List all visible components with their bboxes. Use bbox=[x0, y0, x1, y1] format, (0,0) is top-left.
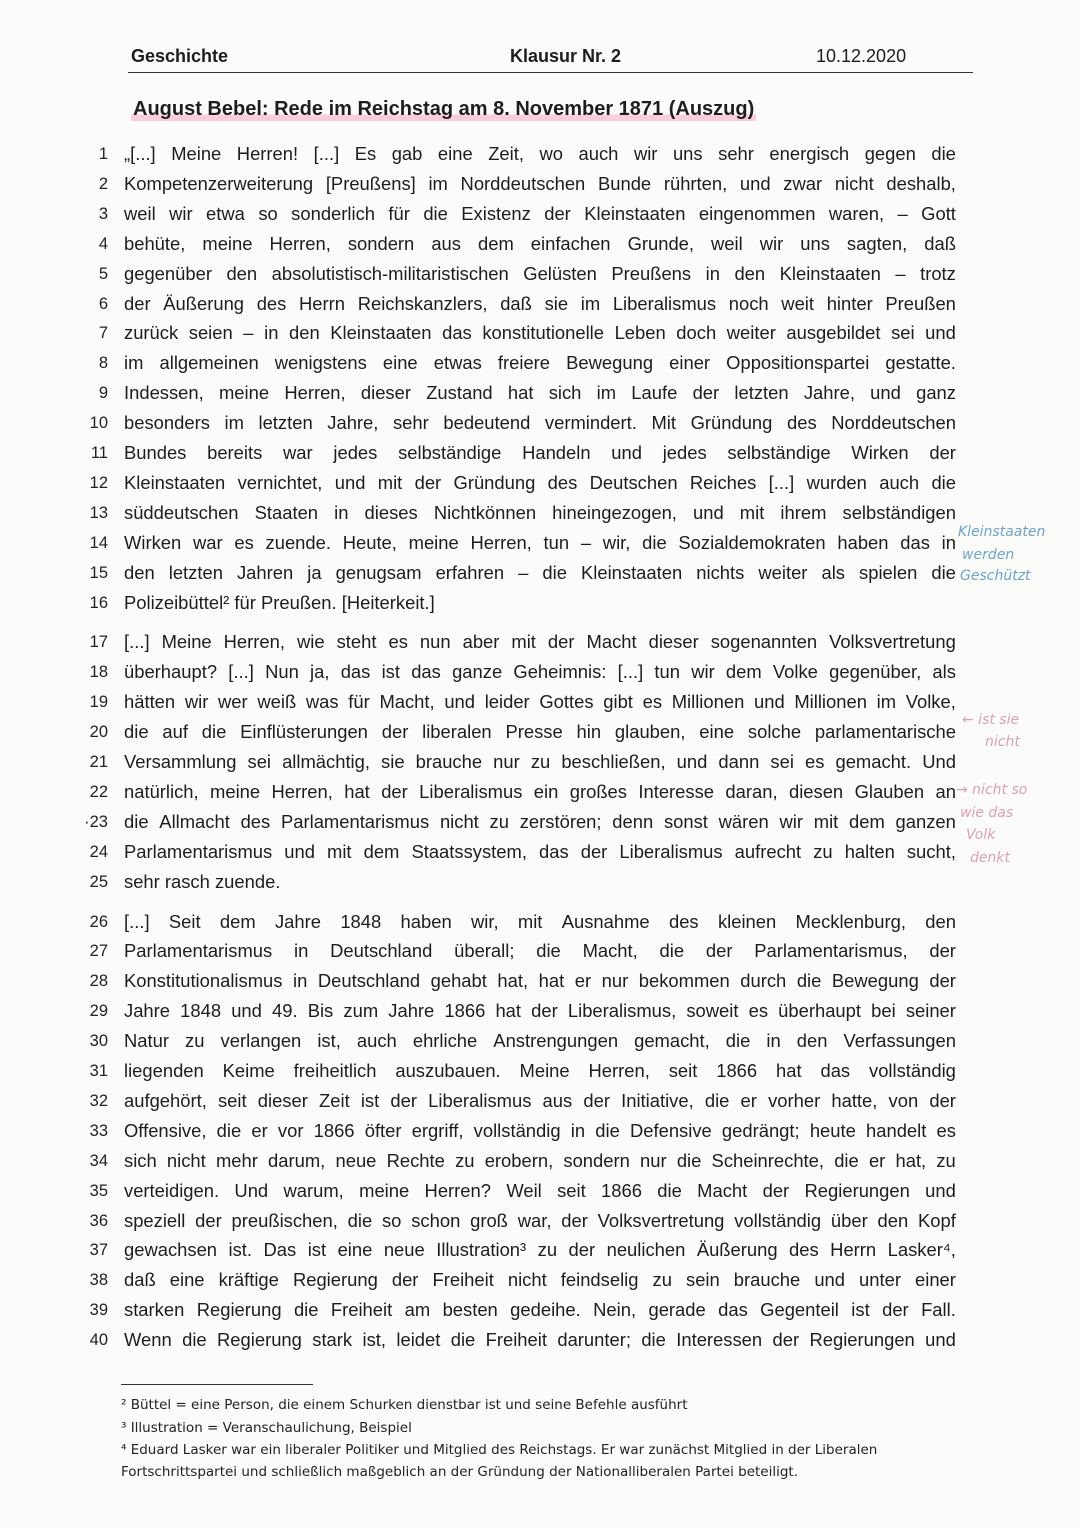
line-number: 1 bbox=[98, 145, 108, 163]
line-text: Polizeibüttel² für Preußen. [Heiterkeit.] bbox=[124, 591, 435, 613]
text-line bbox=[0, 1206, 1080, 1236]
line-number: 9 bbox=[98, 384, 108, 403]
line-number: 4 bbox=[98, 234, 108, 253]
line-number: 3 bbox=[98, 204, 108, 223]
exam-header bbox=[128, 42, 973, 73]
margin-note: wie das bbox=[960, 805, 1014, 821]
line-text: den letzten Jahren ja genugsam erfahren – die Kleinstaaten nichts weiter als spielen die bbox=[124, 561, 956, 583]
footnote: ² Büttel = eine Person, die einem Schurken dienstbar ist und seine Befehle ausführt bbox=[121, 1397, 688, 1413]
footnote: ⁴ Eduard Lasker war ein liberaler Politiker und Mitglied des Reichstags. Er war zunächst Mitglied in der Liberalen bbox=[121, 1442, 878, 1458]
line-number: 10 bbox=[89, 414, 108, 433]
text-line bbox=[0, 408, 1080, 438]
text-line bbox=[0, 627, 1080, 657]
text-line bbox=[0, 907, 1080, 937]
line-number: 24 bbox=[89, 842, 108, 861]
line-number: 36 bbox=[89, 1211, 108, 1230]
text-line bbox=[0, 807, 1080, 837]
exam-label: Klausur Nr. 2 bbox=[510, 46, 622, 66]
line-number: 40 bbox=[89, 1331, 108, 1350]
line-text: der Äußerung des Herrn Reichskanzlers, daß sie im Liberalismus noch weit hinter Preußen bbox=[124, 292, 956, 314]
line-number: 14 bbox=[89, 533, 108, 552]
text-line bbox=[0, 996, 1080, 1026]
text-line bbox=[0, 687, 1080, 717]
text-line bbox=[0, 348, 1080, 378]
text-line bbox=[0, 318, 1080, 348]
text-line bbox=[0, 837, 1080, 867]
line-number: 37 bbox=[89, 1241, 108, 1260]
line-text: im allgemeinen wenigstens eine etwas freiere Bewegung einer Oppositionspartei gestatte. bbox=[124, 352, 956, 374]
text-line bbox=[0, 747, 1080, 777]
line-number: 5 bbox=[98, 264, 108, 283]
margin-note: Volk bbox=[966, 827, 996, 843]
line-text: aufgehört, seit dieser Zeit ist der Liberalismus aus der Initiative, die er vorher hatte, von der bbox=[124, 1089, 956, 1111]
text-line bbox=[0, 1295, 1080, 1325]
line-number: 7 bbox=[98, 324, 108, 343]
text-line bbox=[0, 139, 1080, 169]
line-number: 20 bbox=[89, 723, 108, 742]
line-number: 13 bbox=[89, 503, 108, 522]
line-text: [...] Seit dem Jahre 1848 haben wir, mit Ausnahme des kleinen Mecklenburg, den bbox=[124, 910, 956, 932]
line-number: 35 bbox=[89, 1181, 108, 1200]
line-text: Versammlung sei allmächtig, sie brauche nur zu beschließen, und dann sei es gemacht. Und bbox=[124, 751, 956, 772]
text-line bbox=[0, 1056, 1080, 1086]
text-line bbox=[0, 438, 1080, 468]
text-line bbox=[0, 1146, 1080, 1176]
text-line bbox=[0, 966, 1080, 996]
line-text: Kleinstaaten vernichtet, und mit der Gründung des Deutschen Reiches [...] wurden auch die bbox=[124, 471, 956, 493]
line-number: 28 bbox=[89, 972, 108, 991]
line-number: ·23 bbox=[84, 812, 108, 831]
footnote: Fortschrittspartei und schließlich maßgeblich an der Gründung der Nationalliberalen Partei beteiligt. bbox=[121, 1464, 799, 1480]
line-text: Wenn die Regierung stark ist, leidet die Freiheit darunter; die Interessen der Regierungen und bbox=[124, 1329, 956, 1351]
line-number: 33 bbox=[89, 1121, 108, 1140]
text-line bbox=[0, 1176, 1080, 1206]
line-text: Indessen, meine Herren, dieser Zustand hat sich im Laufe der letzten Jahre, und ganz bbox=[124, 382, 956, 404]
line-text: „[...] Meine Herren! [...] Es gab eine Zeit, wo auch wir uns sehr energisch gegen die bbox=[124, 143, 956, 164]
document-title: August Bebel: Rede im Reichstag am 8. November 1871 (Auszug) bbox=[133, 98, 755, 120]
line-text: sich nicht mehr darum, neue Rechte zu erobern, sondern nur die Scheinrechte, die er hat, zu bbox=[124, 1149, 956, 1171]
line-text: starken Regierung die Freiheit am besten gedeihe. Nein, gerade das Gegenteil ist der Fall. bbox=[124, 1299, 956, 1321]
line-number: 19 bbox=[89, 693, 108, 712]
line-number: 30 bbox=[89, 1032, 108, 1051]
line-text: gegenüber den absolutistisch-militaristischen Gelüsten Preußens in den Kleinstaaten – trotz bbox=[124, 262, 956, 284]
line-number: 32 bbox=[89, 1091, 108, 1110]
line-text: zurück seien – in den Kleinstaaten das konstitutionelle Leben doch weiter ausgebildet sei und bbox=[124, 322, 956, 344]
line-text: Konstitutionalismus in Deutschland gehabt hat, hat er nur bekommen durch die Bewegung der bbox=[124, 970, 956, 992]
line-text: [...] Meine Herren, wie steht es nun aber mit der Macht dieser sogenannten Volksvertretung bbox=[124, 631, 956, 653]
line-text: Parlamentarismus in Deutschland überall; die Macht, die der Parlamentarismus, der bbox=[124, 940, 956, 962]
line-number: 39 bbox=[89, 1301, 108, 1320]
margin-note: → nicht so bbox=[956, 782, 1028, 798]
margin-note: Geschützt bbox=[960, 568, 1031, 584]
text-line bbox=[0, 936, 1080, 966]
line-text: verteidigen. Und warum, meine Herren? Weil seit 1866 die Macht der Regierungen und bbox=[124, 1179, 956, 1201]
line-number: 2 bbox=[98, 174, 108, 193]
text-line bbox=[0, 289, 1080, 319]
line-number: 22 bbox=[89, 782, 108, 801]
line-number: 38 bbox=[89, 1271, 108, 1290]
text-line bbox=[0, 468, 1080, 498]
line-number: 6 bbox=[98, 294, 108, 313]
line-number: 26 bbox=[89, 912, 108, 931]
line-text: Wirken war es zuende. Heute, meine Herren, tun – wir, die Sozialdemokraten haben das in bbox=[124, 531, 956, 553]
line-number: 15 bbox=[89, 563, 108, 582]
text-line bbox=[0, 1325, 1080, 1355]
line-text: überhaupt? [...] Nun ja, das ist das ganze Geheimnis: [...] tun wir dem Volke gegenüber, als bbox=[124, 661, 956, 683]
line-text: daß eine kräftige Regierung der Freiheit nicht feindselig zu sein brauche und unter einer bbox=[124, 1269, 956, 1291]
line-text: speziell der preußischen, die so schon groß war, der Volksvertretung vollständig über den Kopf bbox=[124, 1209, 956, 1231]
line-text: die Allmacht des Parlamentarismus nicht zu zerstören; denn sonst wären wir mit dem ganzen bbox=[124, 810, 956, 832]
margin-note: denkt bbox=[970, 850, 1010, 866]
text-line bbox=[0, 169, 1080, 199]
line-text: sehr rasch zuende. bbox=[124, 870, 281, 892]
text-line bbox=[0, 1116, 1080, 1146]
line-text: die auf die Einflüsterungen der liberalen Presse hin glauben, eine solche parlamentarische bbox=[124, 721, 956, 743]
line-number: 31 bbox=[89, 1062, 108, 1080]
line-number: 11 bbox=[90, 444, 108, 462]
line-number: 21 bbox=[89, 753, 108, 771]
subject-label: Geschichte bbox=[131, 46, 229, 66]
margin-note: ← ist sie bbox=[962, 712, 1020, 728]
line-number: 12 bbox=[89, 473, 108, 492]
text-line bbox=[0, 777, 1080, 807]
line-text: Parlamentarismus und mit dem Staatssystem, das der Liberalismus aufrecht zu halten sucht, bbox=[124, 840, 956, 862]
line-text: natürlich, meine Herren, hat der Liberalismus ein großes Interesse daran, diesen Glauben an bbox=[124, 780, 956, 802]
margin-note: werden bbox=[962, 547, 1015, 563]
line-number: 17 bbox=[89, 633, 108, 652]
line-text: besonders im letzten Jahre, sehr bedeutend vermindert. Mit Gründung des Norddeutschen bbox=[124, 412, 956, 434]
text-line bbox=[0, 1265, 1080, 1295]
line-text: Offensive, die er vor 1866 öfter ergriff, vollständig in die Defensive gedrängt; heute handelt es bbox=[124, 1119, 956, 1141]
line-text: Kompetenzerweiterung [Preußens] im Norddeutschen Bunde rührten, und zwar nicht deshalb, bbox=[124, 172, 956, 194]
line-text: Natur zu verlangen ist, auch ehrliche Anstrengungen gemacht, die in den Verfassungen bbox=[124, 1030, 956, 1052]
line-number: 8 bbox=[98, 354, 108, 373]
line-number: 27 bbox=[89, 942, 108, 961]
line-number: 34 bbox=[89, 1151, 108, 1170]
text-line bbox=[0, 867, 1080, 897]
footnote-divider bbox=[121, 1384, 313, 1385]
text-line bbox=[0, 259, 1080, 289]
line-number: 18 bbox=[89, 663, 108, 682]
line-text: Bundes bereits war jedes selbständige Handeln und jedes selbständige Wirken der bbox=[124, 442, 956, 463]
line-number: 29 bbox=[89, 1002, 108, 1021]
line-text: gewachsen ist. Das ist eine neue Illustration³ zu der neulichen Äußerung des Herrn Lasker⁴, bbox=[124, 1239, 956, 1261]
text-line bbox=[0, 588, 1080, 618]
text-line bbox=[0, 498, 1080, 528]
footnote: ³ Illustration = Veranschaulichung, Beispiel bbox=[121, 1420, 412, 1436]
line-text: behüte, meine Herren, sondern aus dem einfachen Grunde, weil wir uns sagten, daß bbox=[124, 232, 956, 254]
text-line bbox=[0, 1026, 1080, 1056]
text-line bbox=[0, 229, 1080, 259]
margin-note: nicht bbox=[985, 734, 1020, 750]
line-text: weil wir etwa so sonderlich für die Existenz der Kleinstaaten eingenommen waren, – Gott bbox=[124, 202, 956, 224]
text-line bbox=[0, 199, 1080, 229]
text-line bbox=[0, 1235, 1080, 1265]
line-text: hätten wir wer weiß was für Macht, und leider Gottes gibt es Millionen und Millionen im Volke, bbox=[124, 691, 956, 713]
line-number: 16 bbox=[89, 593, 108, 612]
text-line bbox=[0, 1086, 1080, 1116]
text-line bbox=[0, 717, 1080, 747]
line-text: Jahre 1848 und 49. Bis zum Jahre 1866 hat der Liberalismus, soweit es überhaupt bei seiner bbox=[124, 1000, 956, 1022]
exam-date: 10.12.2020 bbox=[816, 46, 907, 66]
text-line bbox=[0, 378, 1080, 408]
text-line bbox=[0, 558, 1080, 588]
line-text: liegenden Keime freiheitlich auszubauen. Meine Herren, seit 1866 hat das vollständig bbox=[124, 1060, 956, 1081]
line-text: süddeutschen Staaten in dieses Nichtkönnen hineingezogen, und mit ihrem selbständigen bbox=[124, 501, 956, 523]
margin-note: Kleinstaaten bbox=[958, 524, 1046, 540]
text-line bbox=[0, 657, 1080, 687]
line-number: 25 bbox=[89, 872, 108, 891]
text-line bbox=[0, 528, 1080, 558]
